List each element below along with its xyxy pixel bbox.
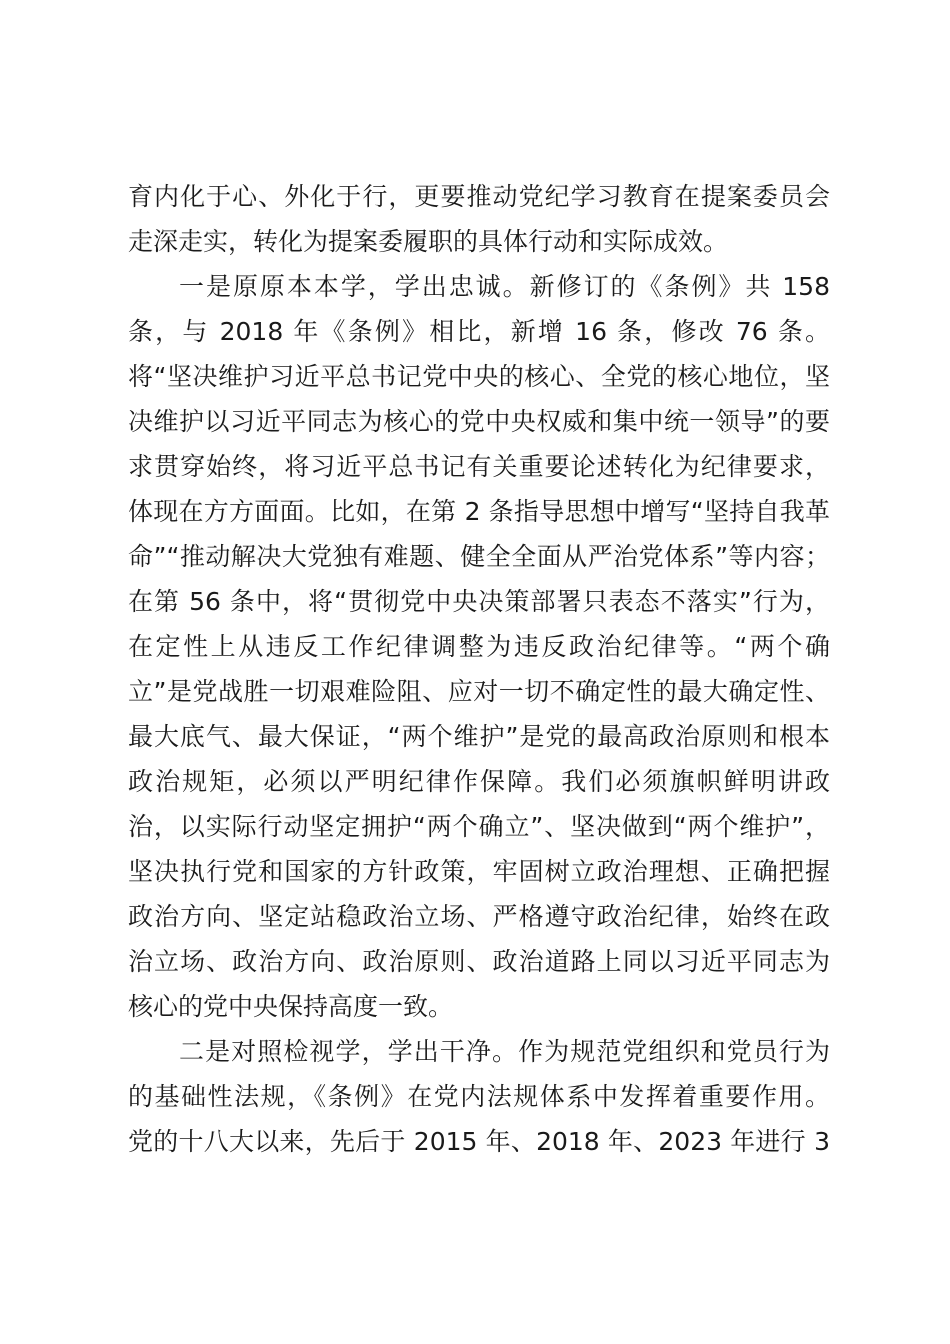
- text-line: 命”“推动解决大党独有难题、健全全面从严治党体系”等内容；: [128, 542, 830, 571]
- text-line: 立”是党战胜一切艰难险阻、应对一切不确定性的最大确定性、: [128, 677, 830, 706]
- text-line: 条，与 2018 年《条例》相比，新增 16 条，修改 76 条。: [128, 317, 830, 346]
- document-body: [128, 174, 830, 1164]
- text-line: 一是原原本本学，学出忠诚。新修订的《条例》共 158: [179, 272, 830, 301]
- text-line: 治，以实际行动坚定拥护“两个确立”、坚决做到“两个维护”，: [128, 812, 830, 841]
- text-line: 在第 56 条中，将“贯彻党中央决策部署只表态不落实”行为，: [128, 587, 830, 616]
- text-line: 育内化于心、外化于行，更要推动党纪学习教育在提案委员会: [128, 182, 830, 211]
- text-line: 走深走实，转化为提案委履职的具体行动和实际成效。: [128, 227, 729, 256]
- text-line: 体现在方方面面。比如，在第 2 条指导思想中增写“坚持自我革: [128, 497, 830, 526]
- paragraph-intro-continuation: [128, 174, 830, 264]
- text-line: 在定性上从违反工作纪律调整为违反政治纪律等。“两个确: [128, 632, 830, 661]
- text-line: 坚决执行党和国家的方针政策，牢固树立政治理想、正确把握: [128, 857, 830, 886]
- text-line: 政治方向、坚定站稳政治立场、严格遵守政治纪律，始终在政: [128, 902, 830, 931]
- text-line: 二是对照检视学，学出干净。作为规范党组织和党员行为: [179, 1037, 830, 1066]
- paragraph-point-two: [128, 1029, 830, 1164]
- text-line: 治立场、政治方向、政治原则、政治道路上同以习近平同志为: [128, 947, 830, 976]
- text-line: 政治规矩，必须以严明纪律作保障。我们必须旗帜鲜明讲政: [128, 767, 830, 796]
- text-line: 的基础性法规，《条例》在党内法规体系中发挥着重要作用。: [128, 1082, 830, 1111]
- text-line: 党的十八大以来，先后于 2015 年、2018 年、2023 年进行 3: [128, 1127, 830, 1156]
- text-line: 核心的党中央保持高度一致。: [128, 992, 454, 1021]
- text-line: 将“坚决维护习近平总书记党中央的核心、全党的核心地位，坚: [128, 362, 830, 391]
- paragraph-point-one: [128, 264, 830, 1029]
- text-line: 决维护以习近平同志为核心的党中央权威和集中统一领导”的要: [128, 407, 830, 436]
- text-line: 最大底气、最大保证，“两个维护”是党的最高政治原则和根本: [128, 722, 830, 751]
- text-line: 求贯穿始终，将习近平总书记有关重要论述转化为纪律要求，: [128, 452, 830, 481]
